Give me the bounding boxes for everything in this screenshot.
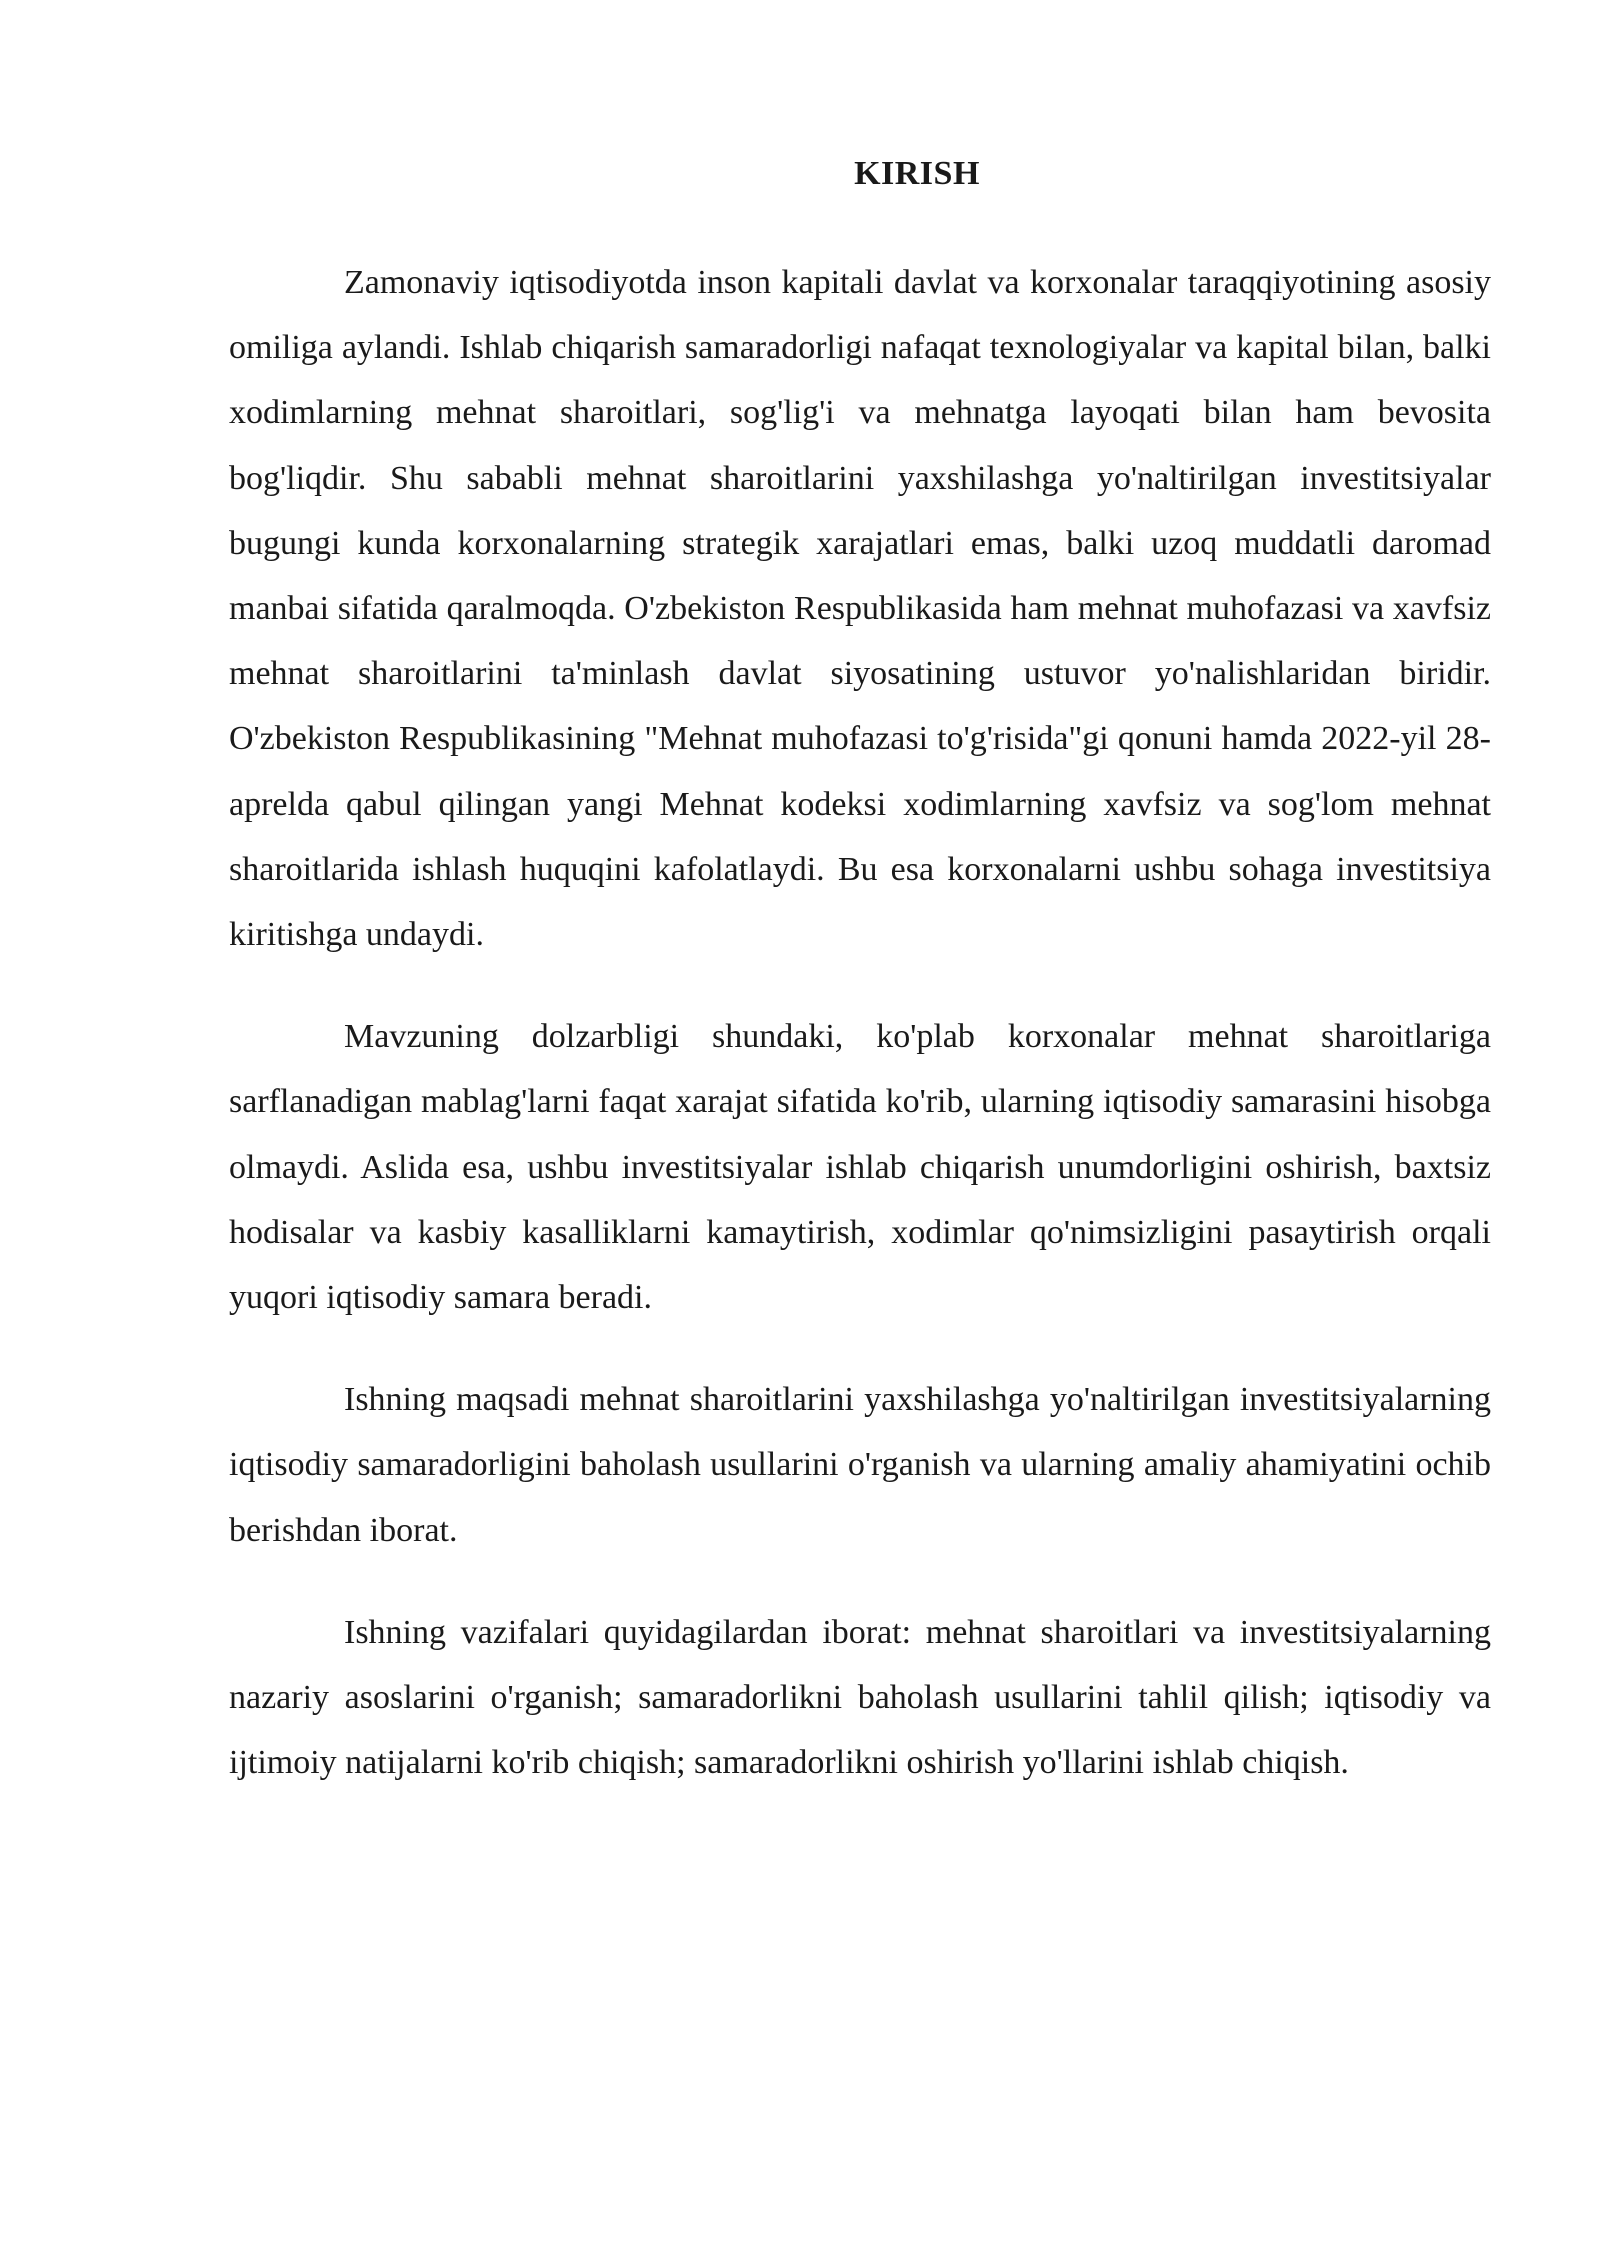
body-text (229, 250, 1491, 1795)
paragraph-intro: Zamonaviy iqtisodiyotda inson kapitali davlat va korxonalar taraqqiyotining asosiy omiliga aylandi. Ishlab chiqarish samaradorligi nafaqat texnologiyalar va kapital bilan, balki xodimlarning mehnat sharoitlari, sog'lig'i va mehnatga layoqati bilan ham bevosita bog'liqdir. Shu sababli mehnat sharoitlarini yaxshilashga yo'naltirilgan investitsiyalar bugungi kunda korxonalarning strategik xarajatlari emas, balki uzoq muddatli daromad manbai sifatida qaralmoqda. O'zbekiston Respublikasida ham mehnat muhofazasi va xavfsiz mehnat sharoitlarini ta'minlash davlat siyosatining ustuvor yo'nalishlaridan biridir. O'zbekiston Respublikasining "Mehnat muhofazasi to'g'risida"gi qonuni hamda 2022-yil 28-aprelda qabul qilingan yangi Mehnat kodeksi xodimlarning xavfsiz va sog'lom mehnat sharoitlarida ishlash huquqini kafolatlaydi. Bu esa korxonalarni ushbu sohaga investitsiya kiritishga undaydi. (229, 264, 1491, 954)
paragraph-goal: Ishning maqsadi mehnat sharoitlarini yaxshilashga yo'naltirilgan investitsiyalarning iqtisodiy samaradorligini baholash usullarini o'rganish va ularning amaliy ahamiyatini ochib berishdan iborat. (229, 1381, 1491, 1549)
page-title: KIRISH (854, 155, 980, 192)
paragraph-tasks: Ishning vazifalari quyidagilardan iborat: mehnat sharoitlari va investitsiyalarning nazariy asoslarini o'rganish; samaradorlikni baholash usullarini tahlil qilish; iqtisodiy va ijtimoiy natijalarni ko'rib chiqish; samaradorlikni oshirish yo'llarini ishlab chiqish. (229, 1613, 1491, 1782)
paragraph-relevance: Mavzuning dolzarbligi shundaki, ko'plab korxonalar mehnat sharoitlariga sarflanadigan mablag'larni faqat xarajat sifatida ko'rib, ularning iqtisodiy samarasini hisobga olmaydi. Aslida esa, ushbu investitsiyalar ishlab chiqarish unumdorligini oshirish, baxtsiz hodisalar va kasbiy kasalliklarni kamaytirish, xodimlar qo'nimsizligini pasaytirish orqali yuqori iqtisodiy samara beradi. (229, 1018, 1491, 1317)
